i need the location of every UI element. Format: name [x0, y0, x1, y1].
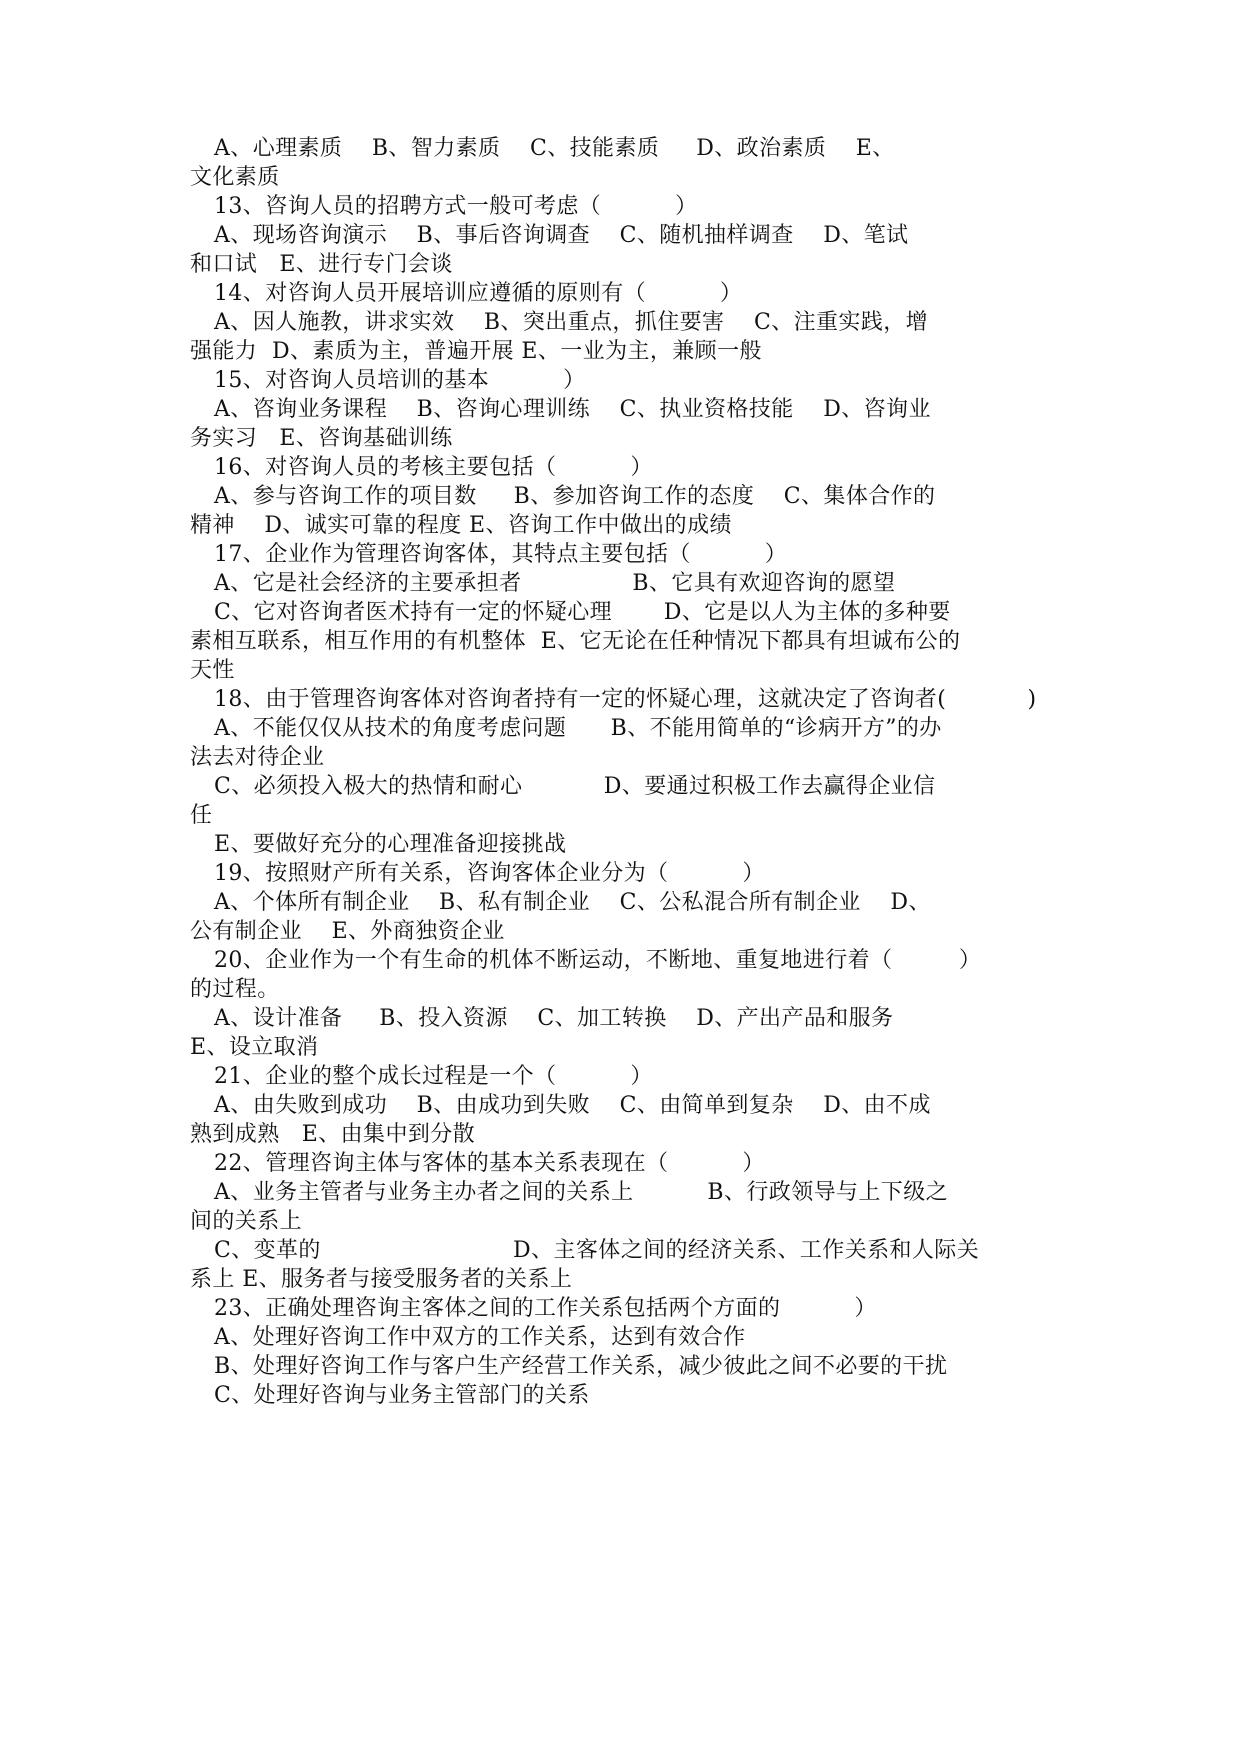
option-line: C、变革的 D、主客体之间的经济关系、工作关系和人际关	[214, 1238, 980, 1263]
option-line: 和口试 E、进行专门会谈	[190, 252, 453, 277]
option-line: C、它对咨询者医术持有一定的怀疑心理 D、它是以人为主体的多种要	[214, 600, 951, 625]
option-line: A、由失败到成功 B、由成功到失败 C、由简单到复杂 D、由不成	[214, 1093, 931, 1118]
option-line: A、不能仅仅从技术的角度考虑问题 B、不能用简单的“诊病开方”的办	[214, 716, 942, 741]
option-line: 素相互联系，相互作用的有机整体 E、它无论在任种情况下都具有坦诚布公的	[190, 629, 961, 654]
question-line: 19、按照财产所有关系，咨询客体企业分为（ ）	[214, 861, 765, 886]
question-line: 15、对咨询人员培训的基本 ）	[214, 368, 586, 393]
question-line: 18、由于管理咨询客体对咨询者持有一定的怀疑心理，这就决定了咨询者( )	[214, 687, 1037, 712]
option-line: A、现场咨询演示 B、事后咨询调查 C、随机抽样调查 D、笔试	[214, 223, 909, 248]
option-line: 间的关系上	[190, 1209, 303, 1234]
option-line: 务实习 E、咨询基础训练	[190, 426, 453, 451]
option-line: 天性	[190, 658, 235, 683]
option-line: A、它是社会经济的主要承担者 B、它具有欢迎咨询的愿望	[214, 571, 896, 596]
option-line: A、心理素质 B、智力素质 C、技能素质 D、政治素质 E、	[214, 136, 895, 161]
option-line: E、设立取消	[190, 1035, 319, 1060]
option-line: B、处理好咨询工作与客户生产经营工作关系，减少彼此之间不必要的干扰	[214, 1354, 948, 1379]
question-line: 22、管理咨询主体与客体的基本关系表现在（ ）	[214, 1151, 765, 1176]
option-line: C、处理好咨询与业务主管部门的关系	[214, 1383, 590, 1408]
question-line: 的过程。	[190, 977, 280, 1002]
question-line: 21、企业的整个成长过程是一个（ ）	[214, 1064, 653, 1089]
option-line: A、个体所有制企业 B、私有制企业 C、公私混合所有制企业 D、	[214, 890, 931, 915]
question-line: 20、企业作为一个有生命的机体不断运动，不断地、重复地进行着（ ）	[214, 948, 982, 973]
question-line: 23、正确处理咨询主客体之间的工作关系包括两个方面的 ）	[214, 1296, 877, 1321]
option-line: 法去对待企业	[190, 745, 325, 770]
option-line: 公有制企业 E、外商独资企业	[190, 919, 505, 944]
option-line: A、因人施教，讲求实效 B、突出重点，抓住要害 C、注重实践，增	[214, 310, 929, 335]
option-line: A、咨询业务课程 B、咨询心理训练 C、执业资格技能 D、咨询业	[214, 397, 931, 422]
option-line: A、业务主管者与业务主办者之间的关系上 B、行政领导与上下级之	[214, 1180, 948, 1205]
option-line: 强能力 D、素质为主，普遍开展 E、一业为主，兼顾一般	[190, 339, 762, 364]
option-line: 系上 E、服务者与接受服务者的关系上	[190, 1267, 573, 1292]
question-line: 17、企业作为管理咨询客体，其特点主要包括（ ）	[214, 542, 788, 567]
question-line: 13、咨询人员的招聘方式一般可考虑（ ）	[214, 194, 698, 219]
option-line: 熟到成熟 E、由集中到分散	[190, 1122, 476, 1147]
option-line: E、要做好充分的心理准备迎接挑战	[214, 832, 567, 857]
question-line: 14、对咨询人员开展培训应遵循的原则有（ ）	[214, 281, 743, 306]
option-line: C、必须投入极大的热情和耐心 D、要通过积极工作去赢得企业信	[214, 774, 936, 799]
option-line: 文化素质	[190, 165, 280, 190]
option-line: 任	[190, 803, 213, 828]
option-line: A、设计准备 B、投入资源 C、加工转换 D、产出产品和服务	[214, 1006, 894, 1031]
option-line: A、处理好咨询工作中双方的工作关系，达到有效合作	[214, 1325, 746, 1350]
option-line: A、参与咨询工作的项目数 B、参加咨询工作的态度 C、集体合作的	[214, 484, 936, 509]
option-line: 精神 D、诚实可靠的程度 E、咨询工作中做出的成绩	[190, 513, 732, 538]
question-line: 16、对咨询人员的考核主要包括（ ）	[214, 455, 653, 480]
